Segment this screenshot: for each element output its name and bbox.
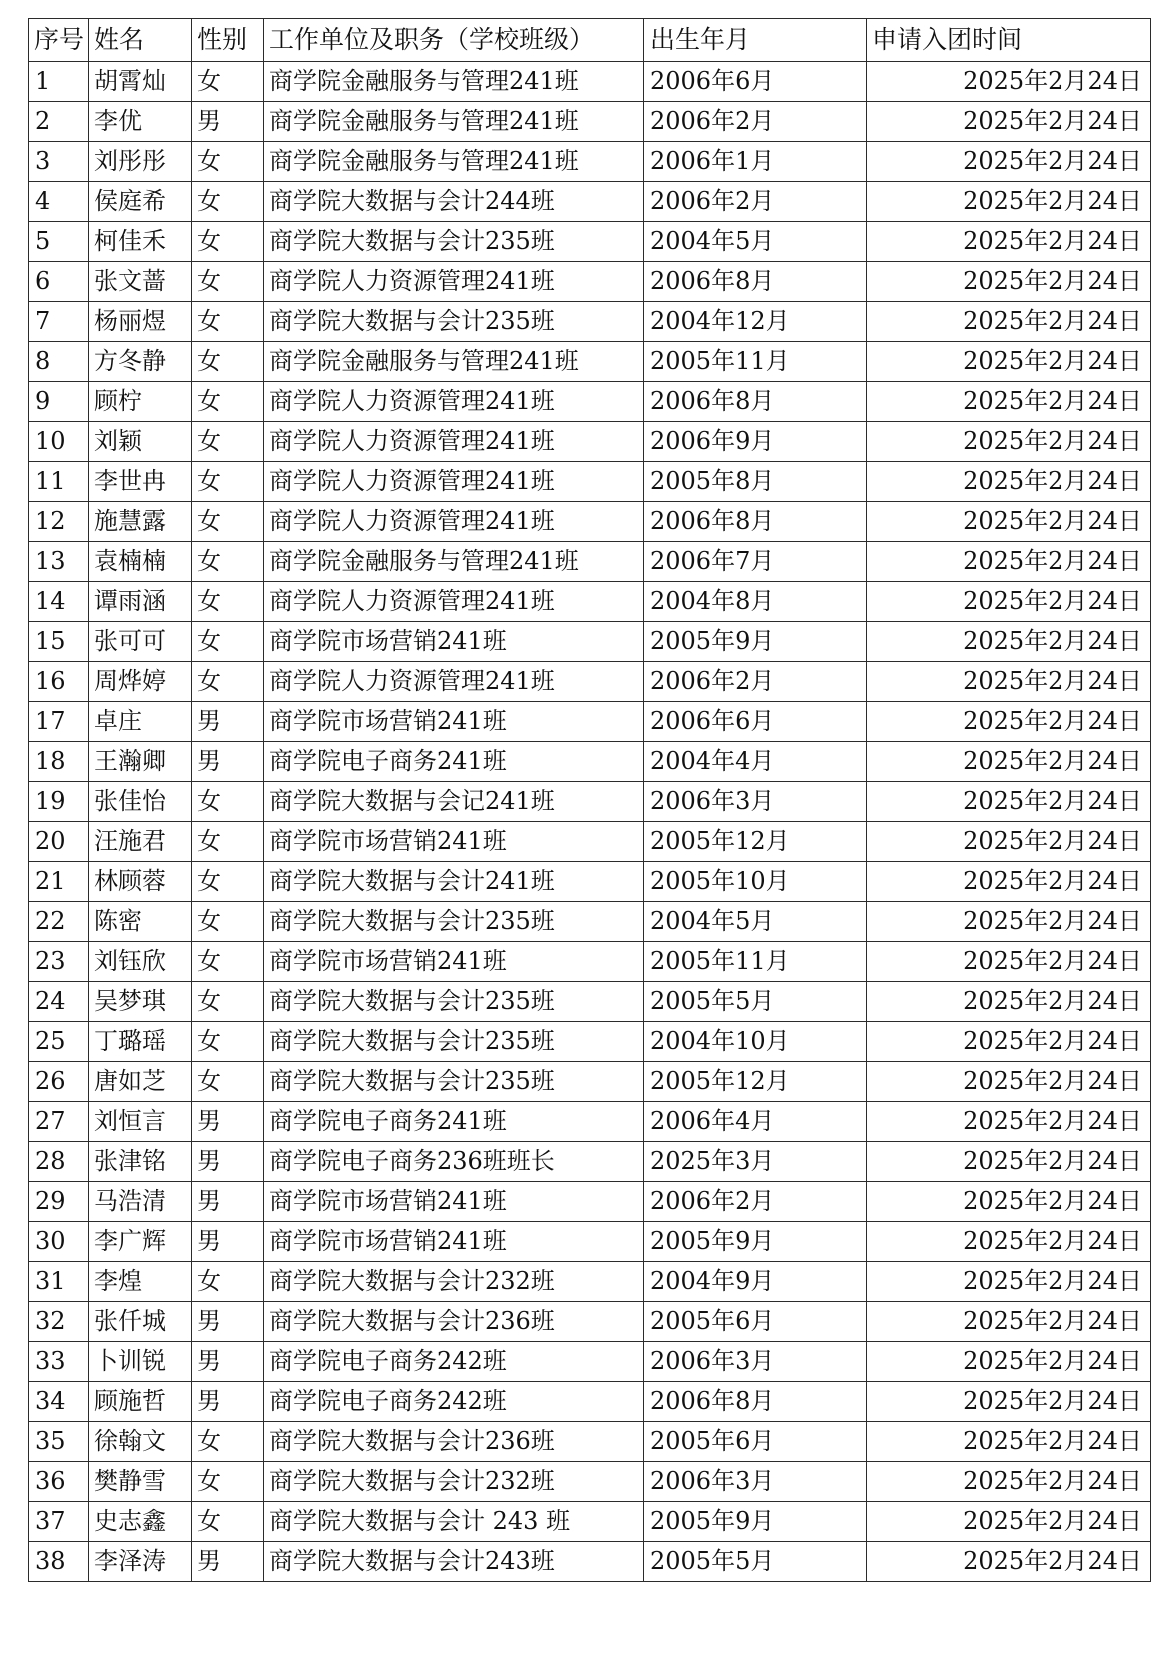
cell-unit: 商学院人力资源管理241班	[264, 662, 644, 702]
table-row	[29, 502, 1151, 542]
table-row	[29, 1062, 1151, 1102]
header-birth: 出生年月	[644, 19, 867, 62]
table-row	[29, 742, 1151, 782]
cell-unit: 商学院人力资源管理241班	[264, 582, 644, 622]
cell-birth: 2006年3月	[644, 1342, 867, 1382]
cell-name: 丁璐瑶	[89, 1022, 192, 1062]
cell-name: 胡霄灿	[89, 62, 192, 102]
roster-sheet	[28, 18, 1150, 1582]
cell-name: 李优	[89, 102, 192, 142]
table-row	[29, 702, 1151, 742]
cell-birth: 2006年7月	[644, 542, 867, 582]
cell-gender: 女	[192, 182, 264, 222]
table-row	[29, 1302, 1151, 1342]
cell-apply: 2025年2月24日	[867, 182, 1151, 222]
cell-gender: 女	[192, 862, 264, 902]
cell-birth: 2005年12月	[644, 822, 867, 862]
cell-name: 汪施君	[89, 822, 192, 862]
cell-name: 柯佳禾	[89, 222, 192, 262]
cell-gender: 女	[192, 462, 264, 502]
cell-gender: 男	[192, 1382, 264, 1422]
cell-seq: 29	[29, 1182, 89, 1222]
cell-apply: 2025年2月24日	[867, 942, 1151, 982]
cell-birth: 2004年8月	[644, 582, 867, 622]
cell-birth: 2006年6月	[644, 702, 867, 742]
table-row	[29, 1382, 1151, 1422]
cell-birth: 2006年8月	[644, 382, 867, 422]
cell-apply: 2025年2月24日	[867, 702, 1151, 742]
cell-seq: 6	[29, 262, 89, 302]
table-row	[29, 542, 1151, 582]
cell-apply: 2025年2月24日	[867, 1542, 1151, 1582]
table-row	[29, 422, 1151, 462]
cell-apply: 2025年2月24日	[867, 982, 1151, 1022]
cell-birth: 2006年3月	[644, 1462, 867, 1502]
cell-unit: 商学院大数据与会计236班	[264, 1422, 644, 1462]
cell-seq: 16	[29, 662, 89, 702]
cell-unit: 商学院人力资源管理241班	[264, 382, 644, 422]
cell-unit: 商学院市场营销241班	[264, 942, 644, 982]
cell-apply: 2025年2月24日	[867, 222, 1151, 262]
cell-apply: 2025年2月24日	[867, 862, 1151, 902]
cell-gender: 女	[192, 222, 264, 262]
cell-apply: 2025年2月24日	[867, 622, 1151, 662]
cell-unit: 商学院人力资源管理241班	[264, 502, 644, 542]
cell-unit: 商学院金融服务与管理241班	[264, 542, 644, 582]
cell-gender: 男	[192, 1102, 264, 1142]
cell-unit: 商学院电子商务236班班长	[264, 1142, 644, 1182]
cell-apply: 2025年2月24日	[867, 822, 1151, 862]
cell-birth: 2004年5月	[644, 222, 867, 262]
table-row	[29, 1142, 1151, 1182]
cell-unit: 商学院市场营销241班	[264, 822, 644, 862]
cell-apply: 2025年2月24日	[867, 502, 1151, 542]
table-row	[29, 222, 1151, 262]
cell-gender: 女	[192, 422, 264, 462]
cell-name: 谭雨涵	[89, 582, 192, 622]
cell-birth: 2004年9月	[644, 1262, 867, 1302]
cell-birth: 2006年8月	[644, 262, 867, 302]
cell-apply: 2025年2月24日	[867, 1462, 1151, 1502]
table-row	[29, 1462, 1151, 1502]
table-row	[29, 1182, 1151, 1222]
cell-birth: 2006年8月	[644, 502, 867, 542]
cell-apply: 2025年2月24日	[867, 1022, 1151, 1062]
cell-unit: 商学院大数据与会计235班	[264, 1062, 644, 1102]
table-row	[29, 262, 1151, 302]
cell-gender: 男	[192, 1142, 264, 1182]
cell-unit: 商学院金融服务与管理241班	[264, 342, 644, 382]
cell-unit: 商学院大数据与会计243班	[264, 1542, 644, 1582]
table-row	[29, 622, 1151, 662]
cell-gender: 男	[192, 1222, 264, 1262]
cell-seq: 28	[29, 1142, 89, 1182]
cell-gender: 女	[192, 342, 264, 382]
cell-birth: 2005年11月	[644, 942, 867, 982]
cell-name: 张可可	[89, 622, 192, 662]
cell-seq: 27	[29, 1102, 89, 1142]
cell-unit: 商学院市场营销241班	[264, 1182, 644, 1222]
cell-gender: 女	[192, 1422, 264, 1462]
cell-name: 刘钰欣	[89, 942, 192, 982]
cell-gender: 男	[192, 1542, 264, 1582]
cell-unit: 商学院电子商务241班	[264, 1102, 644, 1142]
cell-name: 顾施哲	[89, 1382, 192, 1422]
cell-name: 卜训锐	[89, 1342, 192, 1382]
cell-gender: 女	[192, 302, 264, 342]
cell-seq: 7	[29, 302, 89, 342]
cell-apply: 2025年2月24日	[867, 1062, 1151, 1102]
table-row	[29, 1502, 1151, 1542]
cell-seq: 31	[29, 1262, 89, 1302]
cell-apply: 2025年2月24日	[867, 902, 1151, 942]
cell-apply: 2025年2月24日	[867, 1102, 1151, 1142]
cell-gender: 女	[192, 822, 264, 862]
cell-unit: 商学院大数据与会计236班	[264, 1302, 644, 1342]
cell-name: 袁楠楠	[89, 542, 192, 582]
cell-gender: 男	[192, 1302, 264, 1342]
cell-name: 张仟城	[89, 1302, 192, 1342]
cell-name: 林顾蓉	[89, 862, 192, 902]
cell-seq: 1	[29, 62, 89, 102]
cell-birth: 2005年6月	[644, 1422, 867, 1462]
table-row	[29, 1022, 1151, 1062]
cell-unit: 商学院大数据与会计241班	[264, 862, 644, 902]
cell-name: 陈密	[89, 902, 192, 942]
cell-seq: 35	[29, 1422, 89, 1462]
cell-seq: 22	[29, 902, 89, 942]
cell-name: 刘恒言	[89, 1102, 192, 1142]
cell-gender: 女	[192, 942, 264, 982]
cell-seq: 17	[29, 702, 89, 742]
roster-body	[29, 62, 1151, 1582]
cell-gender: 女	[192, 902, 264, 942]
cell-birth: 2005年9月	[644, 1222, 867, 1262]
cell-birth: 2004年10月	[644, 1022, 867, 1062]
cell-unit: 商学院大数据与会计244班	[264, 182, 644, 222]
cell-gender: 女	[192, 622, 264, 662]
cell-birth: 2006年1月	[644, 142, 867, 182]
cell-seq: 33	[29, 1342, 89, 1382]
cell-unit: 商学院市场营销241班	[264, 702, 644, 742]
table-row	[29, 662, 1151, 702]
cell-apply: 2025年2月24日	[867, 582, 1151, 622]
table-row	[29, 102, 1151, 142]
cell-apply: 2025年2月24日	[867, 1142, 1151, 1182]
cell-birth: 2004年5月	[644, 902, 867, 942]
cell-seq: 15	[29, 622, 89, 662]
cell-birth: 2006年2月	[644, 1182, 867, 1222]
table-row	[29, 342, 1151, 382]
cell-gender: 女	[192, 542, 264, 582]
cell-gender: 女	[192, 982, 264, 1022]
cell-seq: 20	[29, 822, 89, 862]
cell-gender: 女	[192, 1062, 264, 1102]
cell-apply: 2025年2月24日	[867, 782, 1151, 822]
cell-unit: 商学院市场营销241班	[264, 1222, 644, 1262]
cell-gender: 女	[192, 62, 264, 102]
cell-apply: 2025年2月24日	[867, 302, 1151, 342]
cell-apply: 2025年2月24日	[867, 262, 1151, 302]
cell-apply: 2025年2月24日	[867, 1342, 1151, 1382]
cell-apply: 2025年2月24日	[867, 1502, 1151, 1542]
cell-seq: 4	[29, 182, 89, 222]
cell-apply: 2025年2月24日	[867, 422, 1151, 462]
cell-seq: 18	[29, 742, 89, 782]
cell-gender: 女	[192, 782, 264, 822]
header-row	[29, 19, 1151, 62]
cell-seq: 14	[29, 582, 89, 622]
cell-birth: 2005年5月	[644, 982, 867, 1022]
cell-seq: 36	[29, 1462, 89, 1502]
cell-birth: 2005年12月	[644, 1062, 867, 1102]
cell-name: 李泽涛	[89, 1542, 192, 1582]
cell-birth: 2004年12月	[644, 302, 867, 342]
cell-gender: 女	[192, 502, 264, 542]
cell-apply: 2025年2月24日	[867, 142, 1151, 182]
cell-seq: 30	[29, 1222, 89, 1262]
cell-name: 侯庭希	[89, 182, 192, 222]
cell-seq: 38	[29, 1542, 89, 1582]
cell-unit: 商学院电子商务242班	[264, 1342, 644, 1382]
cell-gender: 女	[192, 1022, 264, 1062]
cell-name: 史志鑫	[89, 1502, 192, 1542]
cell-unit: 商学院电子商务241班	[264, 742, 644, 782]
cell-gender: 女	[192, 582, 264, 622]
cell-apply: 2025年2月24日	[867, 662, 1151, 702]
cell-seq: 32	[29, 1302, 89, 1342]
cell-unit: 商学院金融服务与管理241班	[264, 142, 644, 182]
cell-unit: 商学院金融服务与管理241班	[264, 102, 644, 142]
cell-seq: 12	[29, 502, 89, 542]
cell-unit: 商学院人力资源管理241班	[264, 422, 644, 462]
table-row	[29, 862, 1151, 902]
cell-unit: 商学院人力资源管理241班	[264, 462, 644, 502]
cell-apply: 2025年2月24日	[867, 542, 1151, 582]
cell-gender: 男	[192, 1182, 264, 1222]
cell-seq: 9	[29, 382, 89, 422]
table-row	[29, 1102, 1151, 1142]
cell-gender: 女	[192, 382, 264, 422]
cell-gender: 女	[192, 1262, 264, 1302]
cell-birth: 2006年4月	[644, 1102, 867, 1142]
cell-unit: 商学院人力资源管理241班	[264, 262, 644, 302]
cell-seq: 10	[29, 422, 89, 462]
cell-name: 张佳怡	[89, 782, 192, 822]
cell-birth: 2005年9月	[644, 622, 867, 662]
cell-seq: 21	[29, 862, 89, 902]
cell-gender: 女	[192, 142, 264, 182]
table-row	[29, 462, 1151, 502]
roster-table	[28, 18, 1151, 1582]
cell-gender: 男	[192, 102, 264, 142]
cell-birth: 2005年10月	[644, 862, 867, 902]
cell-unit: 商学院电子商务242班	[264, 1382, 644, 1422]
cell-birth: 2006年6月	[644, 62, 867, 102]
cell-unit: 商学院大数据与会计235班	[264, 222, 644, 262]
table-row	[29, 942, 1151, 982]
cell-birth: 2005年11月	[644, 342, 867, 382]
cell-unit: 商学院市场营销241班	[264, 622, 644, 662]
cell-birth: 2006年3月	[644, 782, 867, 822]
table-row	[29, 142, 1151, 182]
cell-apply: 2025年2月24日	[867, 1302, 1151, 1342]
cell-seq: 8	[29, 342, 89, 382]
cell-unit: 商学院大数据与会计235班	[264, 1022, 644, 1062]
cell-unit: 商学院大数据与会计235班	[264, 982, 644, 1022]
cell-unit: 商学院大数据与会计235班	[264, 302, 644, 342]
cell-seq: 2	[29, 102, 89, 142]
cell-name: 唐如芝	[89, 1062, 192, 1102]
cell-seq: 26	[29, 1062, 89, 1102]
table-row	[29, 782, 1151, 822]
table-row	[29, 822, 1151, 862]
cell-apply: 2025年2月24日	[867, 382, 1151, 422]
cell-seq: 3	[29, 142, 89, 182]
cell-seq: 11	[29, 462, 89, 502]
cell-apply: 2025年2月24日	[867, 462, 1151, 502]
cell-name: 王瀚卿	[89, 742, 192, 782]
cell-unit: 商学院大数据与会计 243 班	[264, 1502, 644, 1542]
cell-name: 吴梦琪	[89, 982, 192, 1022]
cell-birth: 2004年4月	[644, 742, 867, 782]
table-row	[29, 902, 1151, 942]
cell-seq: 34	[29, 1382, 89, 1422]
cell-apply: 2025年2月24日	[867, 1382, 1151, 1422]
table-row	[29, 1222, 1151, 1262]
cell-birth: 2005年6月	[644, 1302, 867, 1342]
table-row	[29, 1342, 1151, 1382]
cell-birth: 2006年9月	[644, 422, 867, 462]
cell-gender: 男	[192, 742, 264, 782]
cell-birth: 2005年9月	[644, 1502, 867, 1542]
cell-unit: 商学院大数据与会记241班	[264, 782, 644, 822]
cell-apply: 2025年2月24日	[867, 102, 1151, 142]
cell-name: 刘颖	[89, 422, 192, 462]
cell-apply: 2025年2月24日	[867, 1262, 1151, 1302]
table-row	[29, 1262, 1151, 1302]
cell-apply: 2025年2月24日	[867, 1422, 1151, 1462]
cell-name: 马浩清	[89, 1182, 192, 1222]
cell-name: 樊静雪	[89, 1462, 192, 1502]
cell-name: 方冬静	[89, 342, 192, 382]
cell-birth: 2006年2月	[644, 662, 867, 702]
cell-name: 张文蔷	[89, 262, 192, 302]
cell-unit: 商学院大数据与会计232班	[264, 1462, 644, 1502]
cell-birth: 2006年8月	[644, 1382, 867, 1422]
cell-gender: 女	[192, 662, 264, 702]
cell-name: 杨丽煜	[89, 302, 192, 342]
table-row	[29, 1422, 1151, 1462]
cell-seq: 37	[29, 1502, 89, 1542]
cell-unit: 商学院金融服务与管理241班	[264, 62, 644, 102]
cell-gender: 男	[192, 1342, 264, 1382]
table-row	[29, 982, 1151, 1022]
cell-birth: 2005年5月	[644, 1542, 867, 1582]
cell-name: 张津铭	[89, 1142, 192, 1182]
cell-name: 刘彤彤	[89, 142, 192, 182]
table-row	[29, 62, 1151, 102]
cell-birth: 2006年2月	[644, 102, 867, 142]
table-row	[29, 582, 1151, 622]
cell-gender: 女	[192, 1502, 264, 1542]
cell-name: 李世冉	[89, 462, 192, 502]
cell-seq: 19	[29, 782, 89, 822]
cell-name: 卓庄	[89, 702, 192, 742]
table-row	[29, 182, 1151, 222]
cell-unit: 商学院大数据与会计235班	[264, 902, 644, 942]
cell-apply: 2025年2月24日	[867, 62, 1151, 102]
cell-name: 李广辉	[89, 1222, 192, 1262]
cell-seq: 23	[29, 942, 89, 982]
cell-name: 施慧露	[89, 502, 192, 542]
cell-name: 李煌	[89, 1262, 192, 1302]
header-apply: 申请入团时间	[867, 19, 1151, 62]
cell-gender: 男	[192, 702, 264, 742]
cell-name: 徐翰文	[89, 1422, 192, 1462]
header-unit: 工作单位及职务（学校班级）	[264, 19, 644, 62]
cell-seq: 5	[29, 222, 89, 262]
cell-birth: 2025年3月	[644, 1142, 867, 1182]
cell-unit: 商学院大数据与会计232班	[264, 1262, 644, 1302]
cell-apply: 2025年2月24日	[867, 742, 1151, 782]
cell-gender: 女	[192, 1462, 264, 1502]
header-seq: 序号	[29, 19, 89, 62]
cell-seq: 25	[29, 1022, 89, 1062]
cell-apply: 2025年2月24日	[867, 342, 1151, 382]
cell-birth: 2005年8月	[644, 462, 867, 502]
cell-name: 顾柠	[89, 382, 192, 422]
cell-gender: 女	[192, 262, 264, 302]
cell-apply: 2025年2月24日	[867, 1222, 1151, 1262]
cell-name: 周烨婷	[89, 662, 192, 702]
cell-seq: 24	[29, 982, 89, 1022]
table-row	[29, 1542, 1151, 1582]
cell-apply: 2025年2月24日	[867, 1182, 1151, 1222]
cell-seq: 13	[29, 542, 89, 582]
cell-birth: 2006年2月	[644, 182, 867, 222]
header-gender: 性别	[192, 19, 264, 62]
table-row	[29, 302, 1151, 342]
header-name: 姓名	[89, 19, 192, 62]
table-row	[29, 382, 1151, 422]
